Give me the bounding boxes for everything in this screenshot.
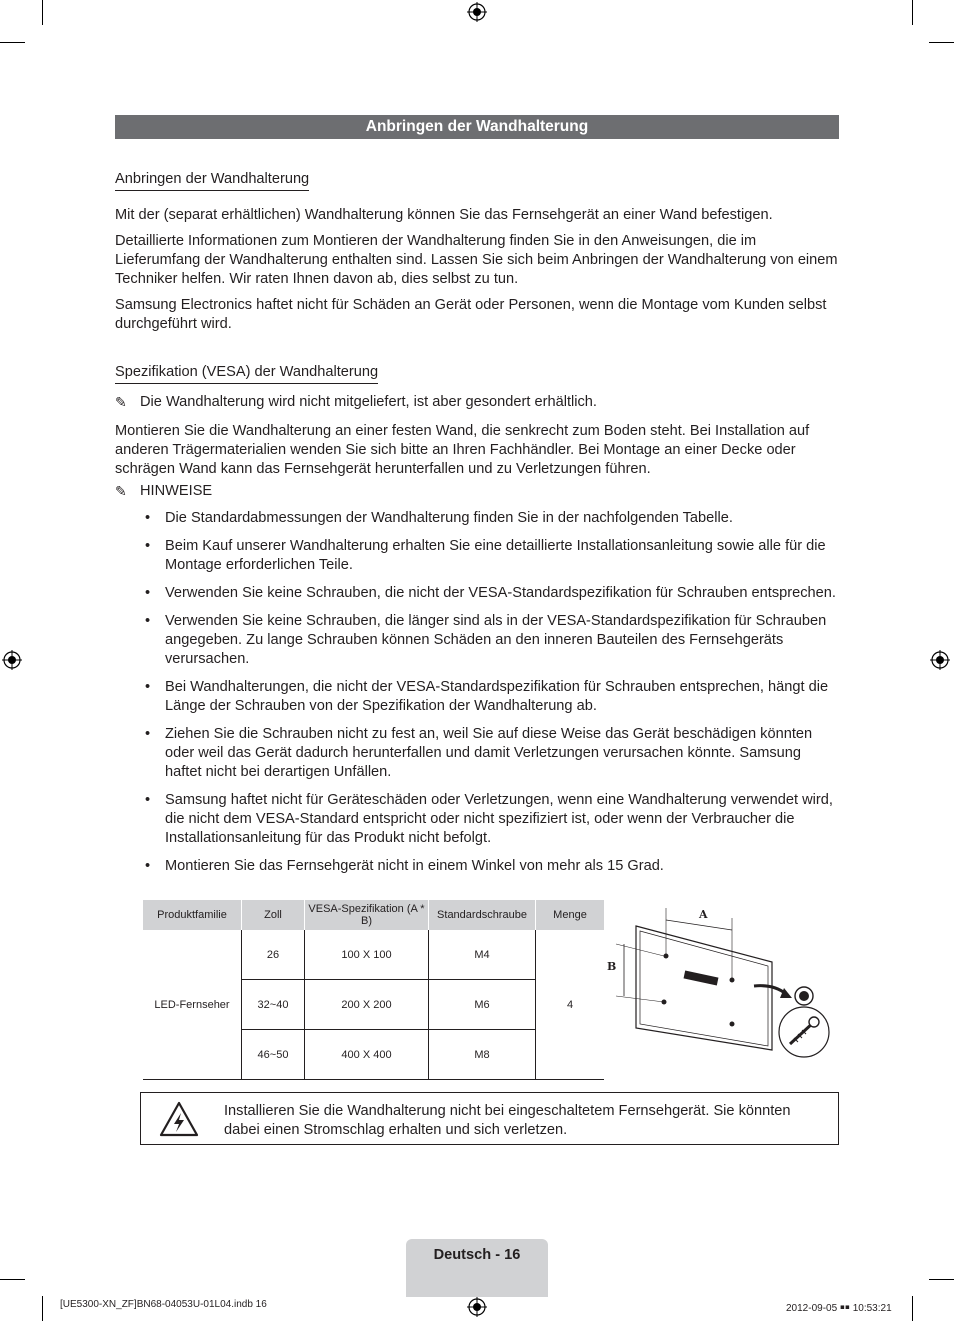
registration-mark-icon (2, 650, 22, 670)
bullet: • (145, 679, 151, 695)
note-text: Die Wandhalterung wird nicht mitgeliefert, ist aber gesondert erhältlich. (140, 394, 597, 410)
table-cell-quantity: 4 (536, 930, 605, 1080)
bullet: • (145, 538, 151, 554)
table-cell: 32~40 (242, 980, 305, 1030)
mount-hole-icon (730, 978, 735, 983)
list-item-text: Ziehen Sie die Schrauben nicht zu fest an, weil Sie auf diese Weise das Gerät beschädigen könnten oder weil das Gerät dadurch herunterfallen und damit Verletzungen verursachen könnte. Samsung haftet nicht bei derartigen Unfällen. (165, 726, 813, 780)
table-cell-family: LED-Fernseher (143, 930, 242, 1080)
table-row (143, 930, 604, 980)
list-item-text: Verwenden Sie keine Schrauben, die nicht der VESA-Standardspezifikation für Schrauben entsprechen. (165, 585, 836, 601)
bullet: • (145, 510, 151, 526)
table-cell: 400 X 400 (305, 1030, 429, 1080)
crop-mark (929, 42, 954, 43)
main-content (115, 170, 839, 885)
registration-mark-icon (467, 1297, 487, 1317)
list-item-text: Die Standardabmessungen der Wandhalterung finden Sie in der nachfolgenden Tabelle. (165, 510, 733, 526)
tv-back-outline (636, 926, 772, 1050)
bullet: • (145, 858, 151, 874)
subheading-mounting: Anbringen der Wandhalterung (115, 170, 309, 191)
table-header-cell: VESA-Spezifikation (A * B) (305, 900, 429, 930)
footer-file-info: [UE5300-XN_ZF]BN68-04053U-01L04.indb 16 (60, 1299, 267, 1310)
tv-back-mounting-diagram (604, 900, 836, 1068)
table-cell: M4 (429, 930, 536, 980)
mount-hole-icon (730, 1022, 735, 1027)
list-item-text: Verwenden Sie keine Schrauben, die länger sind als in der VESA-Standardspezifikation für Schrauben angegeben. Zu lange Schrauben können Schäden an den inneren Bauteilen des Fernsehgeräts verursachen. (165, 613, 827, 667)
table-cell: 100 X 100 (305, 930, 429, 980)
vesa-spec-table (143, 900, 604, 1080)
bullet: • (145, 792, 151, 808)
table-cell: 200 X 200 (305, 980, 429, 1030)
list-item (145, 857, 839, 876)
registration-mark-icon (930, 650, 950, 670)
crop-mark (42, 1296, 43, 1321)
hinweise-note (115, 482, 839, 501)
table-cell: M8 (429, 1030, 536, 1080)
note (115, 393, 839, 412)
list-item-text: Beim Kauf unserer Wandhalterung erhalten Sie eine detaillierte Installationsanleitung sowie alle für die Montage erforderlichen Teile. (165, 538, 826, 573)
table-header-cell: Zoll (242, 900, 305, 930)
electric-shock-warning-icon (159, 1101, 199, 1137)
table-cell: 26 (242, 930, 305, 980)
hinweise-label: HINWEISE (140, 483, 213, 499)
list-item-text: Bei Wandhalterungen, die nicht der VESA-Standardspezifikation für Schrauben entsprechen, hängt die Länge der Schrauben von der Spezifikation der Wandhalterung ab. (165, 679, 829, 714)
dimension-a-line (666, 920, 732, 930)
table-header-cell: Menge (536, 900, 605, 930)
table-header-cell: Produktfamilie (143, 900, 242, 930)
paragraph: Montieren Sie die Wandhalterung an einer festen Wand, die senkrecht zum Boden steht. Bei Installation auf anderen Trägermaterialien wenden Sie sich bitte an Ihren Fachhändler. Bei Montage an einer Decke oder schrägen Wand kann das Fernsehgerät herunterfallen und zu Verletzungen führen. (115, 423, 810, 477)
paragraph: Samsung Electronics haftet nicht für Schäden an Gerät oder Personen, wenn die Montage vom Kunden selbst durchgeführt wird. (115, 297, 827, 332)
crop-mark (912, 1296, 913, 1321)
list-item-text: Montieren Sie das Fernsehgerät nicht in einem Winkel von mehr als 15 Grad. (165, 858, 664, 874)
bullet: • (145, 726, 151, 742)
page-number-label: Deutsch - 16 (406, 1239, 548, 1297)
list-item (145, 725, 839, 782)
table-header-cell: Standardschraube (429, 900, 536, 930)
pencil-note-icon: ✎ (115, 394, 127, 410)
footer-timestamp: 2012-09-05 ￭￭ 10:53:21 (786, 1303, 892, 1314)
notes-list (115, 509, 839, 876)
crop-mark (929, 1279, 954, 1280)
list-item (145, 509, 839, 528)
list-item (145, 678, 839, 716)
paragraph: Detaillierte Informationen zum Montieren der Wandhalterung finden Sie in den Anweisungen, die im Lieferumfang der Wandhalterung enthalten sind. Lassen Sie sich beim Anbringen der Wandhalterung von einem Techniker helfen. Wir raten Ihnen davon ab, dies selbst zu tun. (115, 233, 838, 287)
mount-hole-icon (662, 1000, 667, 1005)
mount-hole-icon (664, 954, 669, 959)
list-item (145, 584, 839, 603)
table-header-row (143, 900, 604, 930)
paragraph: Mit der (separat erhältlichen) Wandhalterung können Sie das Fernsehgerät an einer Wand befestigen. (115, 207, 773, 223)
list-item (145, 612, 839, 669)
warning-box (140, 1092, 839, 1145)
subheading-vesa: Spezifikation (VESA) der Wandhalterung (115, 363, 378, 384)
table-cell: M6 (429, 980, 536, 1030)
crop-mark (0, 1279, 25, 1280)
section-header: Anbringen der Wandhalterung (115, 115, 839, 139)
pencil-note-icon: ✎ (115, 483, 127, 499)
warning-text: Installieren Sie die Wandhalterung nicht bei eingeschaltetem Fernsehgerät. Sie könnten dabei einen Stromschlag erhalten und sich verletzen. (224, 1103, 791, 1138)
registration-mark-icon (467, 2, 487, 22)
table-cell: 46~50 (242, 1030, 305, 1080)
list-item (145, 537, 839, 575)
dimension-a-label: A (699, 908, 708, 921)
crop-mark (42, 0, 43, 25)
crop-mark (912, 0, 913, 25)
crop-mark (0, 42, 25, 43)
bullet: • (145, 613, 151, 629)
list-item-text: Samsung haftet nicht für Geräteschäden oder Verletzungen, wenn eine Wandhalterung verwendet wird, die nicht dem VESA-Standard entspricht oder nicht spezifiziert ist, oder wenn der Verbraucher die Installationsanleitung für das Produkt nicht befolgt. (165, 792, 833, 846)
dimension-b-label: B (607, 960, 617, 973)
list-item (145, 791, 839, 848)
bullet: • (145, 585, 151, 601)
